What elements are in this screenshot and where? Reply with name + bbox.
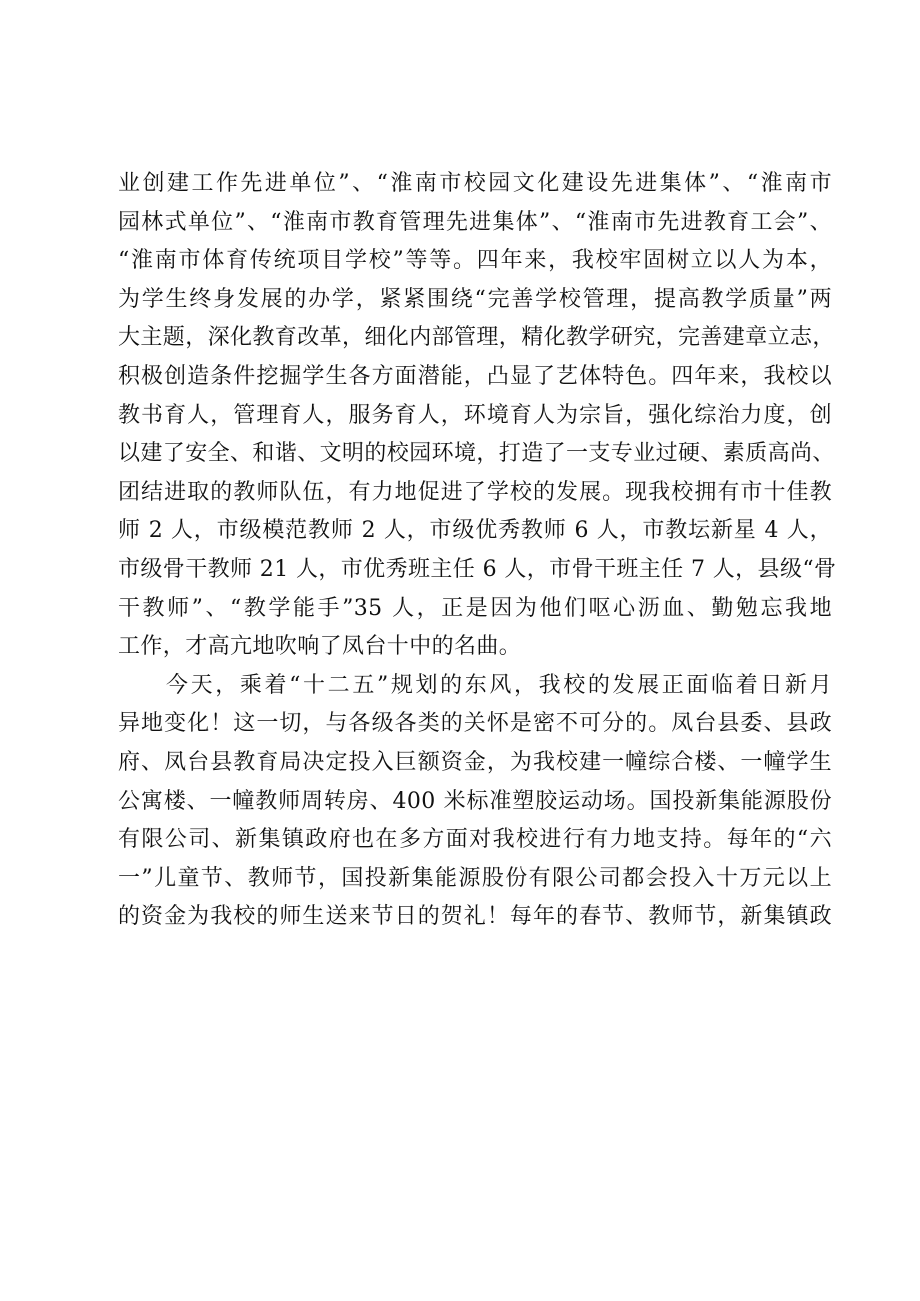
text-line: 有限公司、新集镇政府也在多方面对我校进行有力地支持。每年的“六 <box>118 827 832 853</box>
text-line: 公寓楼、一幢教师周转房、400 米标准塑胶运动场。国投新集能源股份 <box>118 788 832 814</box>
paragraph-first-line: 今天，乘着“十二五”规划的东风，我校的发展正面临着日新月 <box>166 672 832 698</box>
text-line: “淮南市体育传统项目学校”等等。四年来，我校牢固树立以人为本， <box>118 248 832 274</box>
text-line: 府、凤台县教育局决定投入巨额资金，为我校建一幢综合楼、一幢学生 <box>118 749 832 775</box>
text-line: 大主题，深化教育改革，细化内部管理，精化教学研究，完善建章立志， <box>118 325 835 351</box>
text-line: 异地变化！这一切，与各级各类的关怀是密不可分的。凤台县委、县政 <box>118 711 832 737</box>
text-line: 团结进取的教师队伍，有力地促进了学校的发展。现我校拥有市十佳教 <box>118 479 832 505</box>
text-line: 园林式单位”、“淮南市教育管理先进集体”、“淮南市先进教育工会”、 <box>118 209 832 235</box>
text-line: 师 2 人，市级模范教师 2 人，市级优秀教师 6 人，市教坛新星 4 人， <box>118 518 832 544</box>
text-line: 一”儿童节、教师节，国投新集能源股份有限公司都会投入十万元以上 <box>118 865 832 891</box>
body-text <box>118 165 837 937</box>
paragraph-end-line: 工作，才高亢地吹响了凤台十中的名曲。 <box>118 634 522 660</box>
text-line: 为学生终身发展的办学，紧紧围绕“完善学校管理，提高教学质量”两 <box>118 286 832 312</box>
text-line: 教书育人，管理育人，服务育人，环境育人为宗旨，强化综治力度，创 <box>118 402 832 428</box>
text-line: 以建了安全、和谐、文明的校园环境，打造了一支专业过硬、素质高尚、 <box>118 441 835 467</box>
text-line: 干教师”、“教学能手”35 人，正是因为他们呕心沥血、勤勉忘我地 <box>118 595 832 621</box>
text-line: 积极创造条件挖掘学生各方面潜能，凸显了艺体特色。四年来，我校以 <box>118 363 832 389</box>
text-line: 业创建工作先进单位”、“淮南市校园文化建设先进集体”、“淮南市 <box>118 171 832 196</box>
text-line: 市级骨干教师 21 人，市优秀班主任 6 人，市骨干班主任 7 人，县级“骨 <box>118 556 837 582</box>
text-line: 的资金为我校的师生送来节日的贺礼！每年的春节、教师节，新集镇政 <box>118 904 832 930</box>
